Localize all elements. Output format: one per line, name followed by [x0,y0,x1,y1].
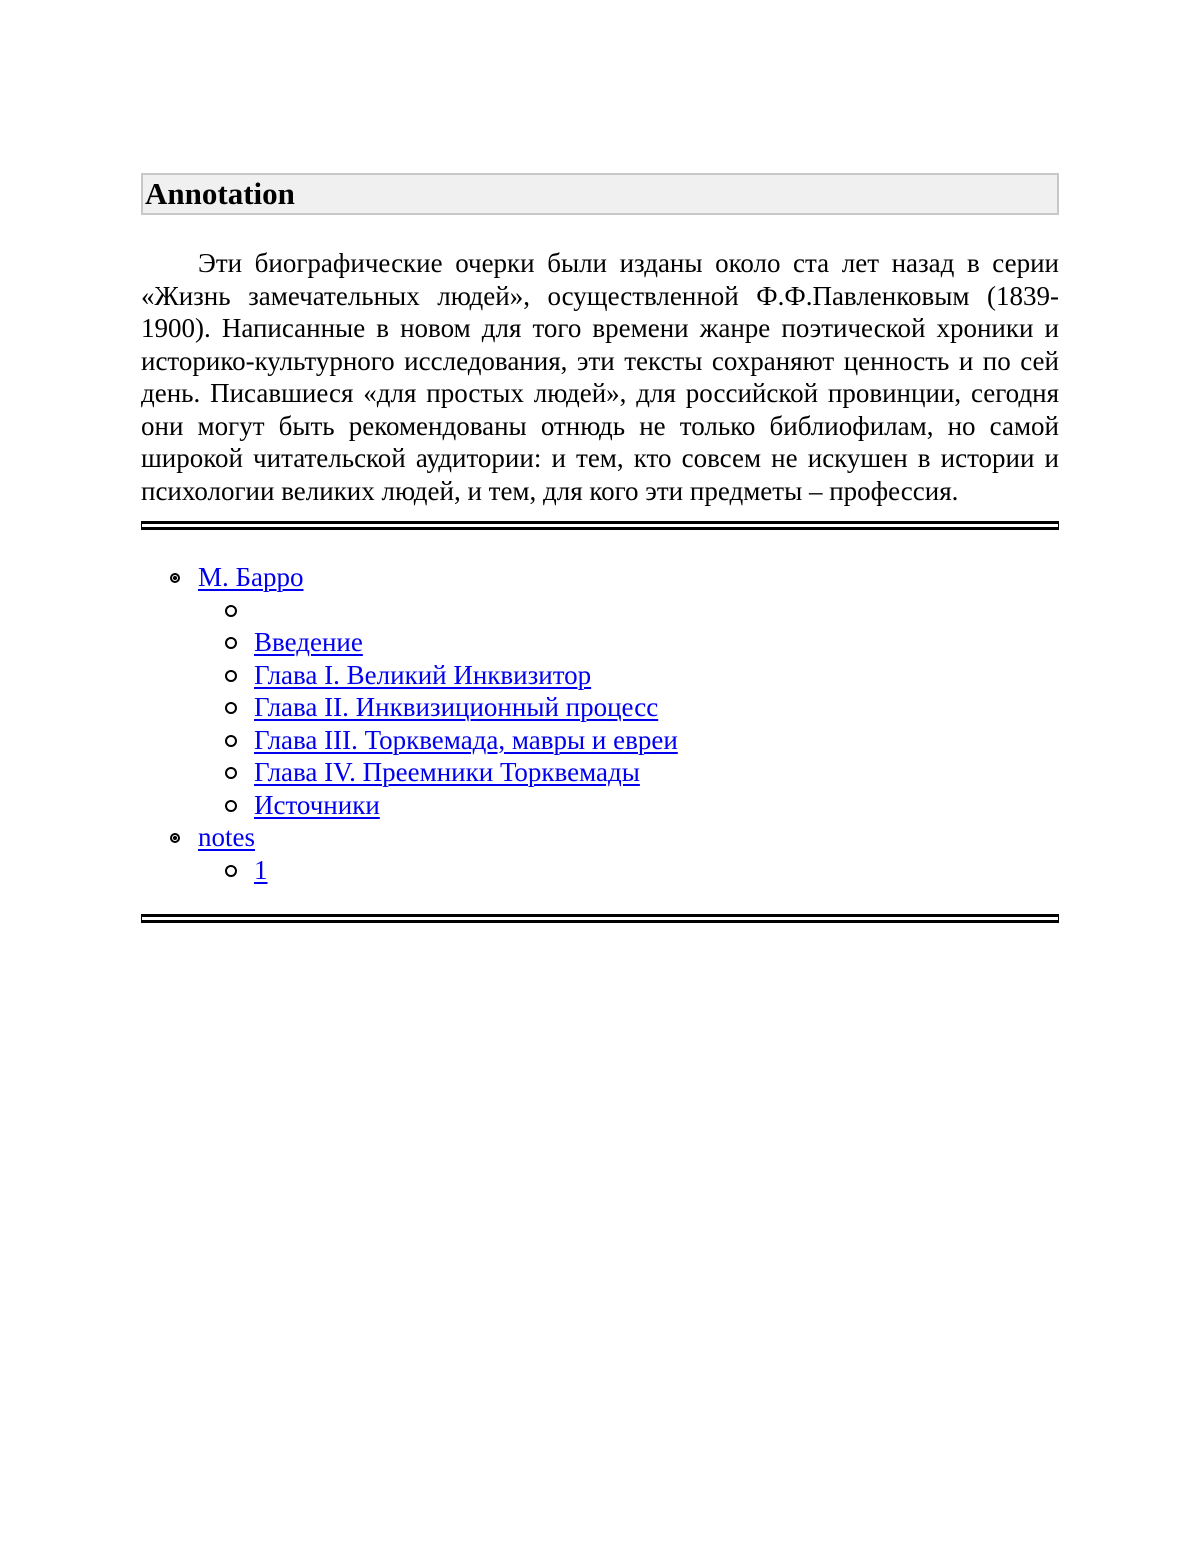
annotation-heading: Annotation [141,173,1059,215]
toc-link-chapter-2[interactable]: Глава II. Инквизиционный процесс [254,692,659,722]
annotation-text: Эти биографические очерки были изданы около ста лет назад в серии «Жизнь замечательных людей», осуществленной Ф.Ф.Павленковым (1839-1900). Написанные в новом для того времени жанре поэтической хроники и историко-культурного исследования, эти тексты сохраняют ценность и по сей день. Писавшиеся «для простых людей», для российской провинции, сегодня они могут быть рекомендованы отнюдь не только библиофилам, но самой широкой читательской аудитории: и тем, кто совсем не искушен в истории и психологии великих людей, и тем, для кого эти предметы – профессия. [141,248,1059,506]
toc-link-barro[interactable]: М. Барро [198,562,304,592]
document-page [141,173,1059,923]
circle-bullet-icon [225,735,237,747]
toc-link-sources[interactable]: Источники [254,789,380,820]
toc-item-notes [141,821,1059,886]
toc-subitem-sources [198,789,1059,822]
toc-link-intro[interactable]: Введение [254,627,363,657]
toc-sublist-notes [198,854,1059,887]
toc-sublist-barro [198,594,1059,822]
toc-item-barro [141,561,1059,821]
circle-bullet-icon [225,702,237,714]
circle-bullet-icon [225,800,237,812]
horizontal-rule [141,521,1059,530]
horizontal-rule [141,914,1059,923]
table-of-contents [141,561,1059,886]
circle-bullet-icon [225,670,237,682]
circle-bullet-icon [225,605,237,617]
toc-subitem-chapter-4 [198,756,1059,789]
circle-bullet-icon [225,865,237,877]
toc-subitem-empty [198,594,1059,627]
circle-bullet-icon [225,637,237,649]
toc-link-chapter-3[interactable]: Глава III. Торквемада, мавры и евреи [254,724,678,755]
toc-subitem-chapter-2 [198,691,1059,724]
toc-link-chapter-1[interactable]: Глава I. Великий Инквизитор [254,659,592,690]
toc-link-note-1[interactable]: 1 [254,854,268,885]
circle-bullet-icon [225,767,237,779]
toc-subitem-note-1 [198,854,1059,887]
toc-subitem-chapter-1 [198,659,1059,692]
toc-link-chapter-4[interactable]: Глава IV. Преемники Торквемады [254,757,640,787]
bullet-icon [170,573,180,583]
toc-subitem-chapter-3 [198,724,1059,757]
bullet-icon [170,833,180,843]
toc-link-notes[interactable]: notes [198,822,255,852]
toc-subitem-intro [198,626,1059,659]
